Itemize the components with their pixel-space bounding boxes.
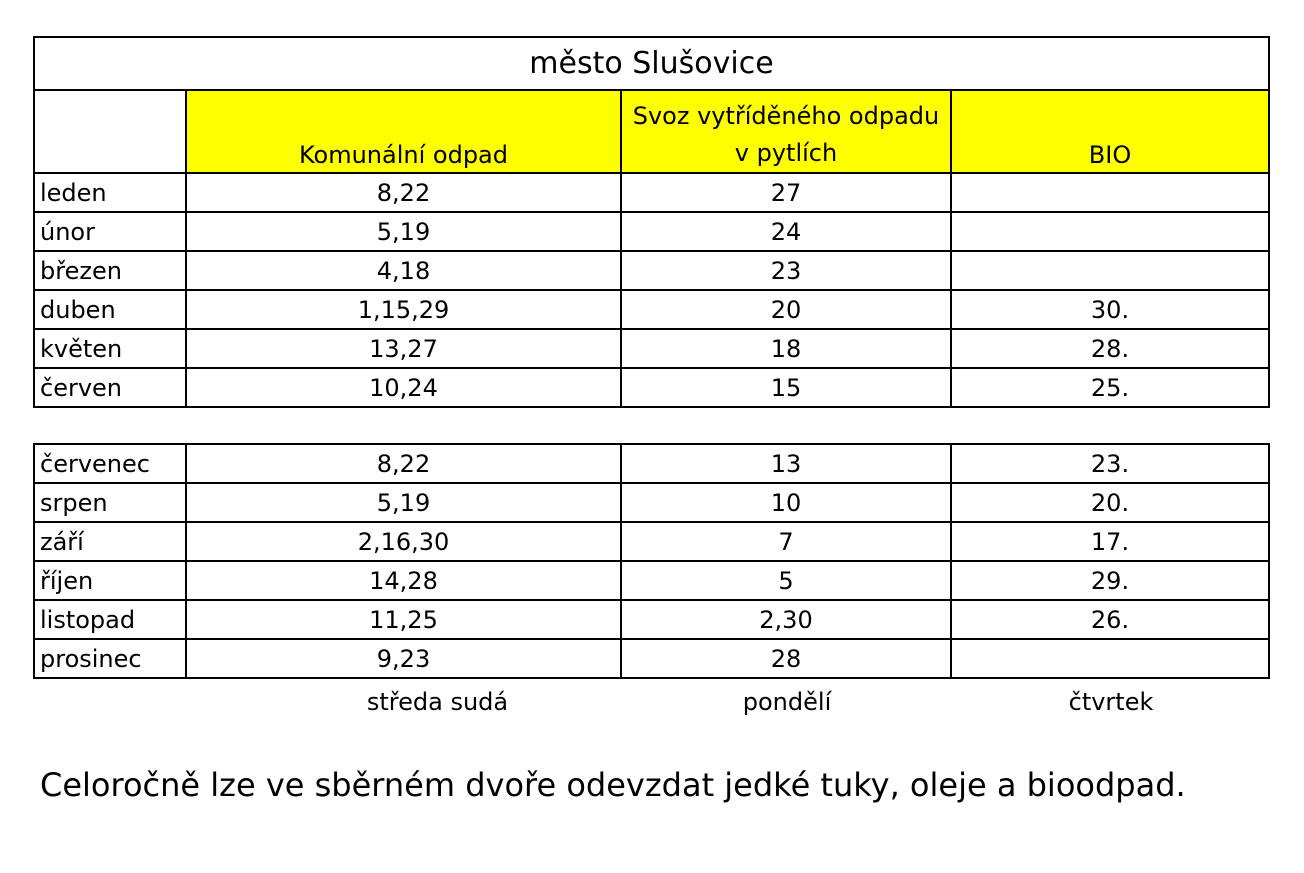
table-row [34,444,1269,483]
header-month-empty [34,90,186,173]
table-title: město Slušovice [34,37,1269,90]
bio-cell: 20. [951,483,1269,522]
table-row [34,329,1269,368]
svoz-cell: 23 [621,251,951,290]
header-svoz-line1: Svoz vytříděného odpadu [632,102,940,130]
table-row [34,251,1269,290]
table-row [34,639,1269,678]
month-cell: listopad [34,600,186,639]
header-row [34,90,1269,173]
komunalni-cell: 8,22 [186,173,621,212]
table-row [34,368,1269,407]
svoz-cell: 28 [621,639,951,678]
month-cell: květen [34,329,186,368]
month-cell: červen [34,368,186,407]
bio-cell: 23. [951,444,1269,483]
komunalni-cell: 14,28 [186,561,621,600]
month-cell: červenec [34,444,186,483]
schedule-table-second-half [33,443,1270,679]
bio-cell [951,639,1269,678]
bio-cell: 25. [951,368,1269,407]
month-cell: prosinec [34,639,186,678]
komunalni-cell: 5,19 [186,212,621,251]
svoz-cell: 24 [621,212,951,251]
info-note: Celoročně lze ve sběrném dvoře odevzdat jedké tuky, oleje a bioodpad. [40,766,1186,804]
month-cell: září [34,522,186,561]
komunalni-cell: 10,24 [186,368,621,407]
header-svoz-line2: v pytlích [734,139,838,167]
svoz-cell: 15 [621,368,951,407]
bio-cell: 30. [951,290,1269,329]
month-cell: duben [34,290,186,329]
svoz-cell: 7 [621,522,951,561]
komunalni-cell: 9,23 [186,639,621,678]
svoz-cell: 27 [621,173,951,212]
header-komunalni: Komunální odpad [186,90,621,173]
svoz-cell: 13 [621,444,951,483]
komunalni-cell: 4,18 [186,251,621,290]
komunalni-cell: 13,27 [186,329,621,368]
header-bio: BIO [951,90,1269,173]
table-row [34,561,1269,600]
footer-svoz-day: pondělí [742,688,832,716]
header-svoz [621,90,951,173]
bio-cell [951,212,1269,251]
komunalni-cell: 5,19 [186,483,621,522]
footer-komunalni-day: středa sudá [366,688,509,716]
komunalni-cell: 2,16,30 [186,522,621,561]
table-row [34,290,1269,329]
svoz-cell: 18 [621,329,951,368]
table-row [34,522,1269,561]
title-row [34,37,1269,90]
month-cell: leden [34,173,186,212]
month-cell: srpen [34,483,186,522]
footer-bio-day: čtvrtek [1068,688,1154,716]
schedule-table-first-half [33,36,1270,408]
bio-cell: 29. [951,561,1269,600]
month-cell: únor [34,212,186,251]
svoz-cell: 10 [621,483,951,522]
bio-cell: 26. [951,600,1269,639]
bio-cell: 28. [951,329,1269,368]
svoz-cell: 2,30 [621,600,951,639]
svoz-cell: 20 [621,290,951,329]
month-cell: říjen [34,561,186,600]
komunalni-cell: 11,25 [186,600,621,639]
bio-cell [951,251,1269,290]
month-cell: březen [34,251,186,290]
svoz-cell: 5 [621,561,951,600]
komunalni-cell: 1,15,29 [186,290,621,329]
table-row [34,173,1269,212]
table-row [34,600,1269,639]
bio-cell [951,173,1269,212]
komunalni-cell: 8,22 [186,444,621,483]
table-row [34,483,1269,522]
bio-cell: 17. [951,522,1269,561]
table-row [34,212,1269,251]
